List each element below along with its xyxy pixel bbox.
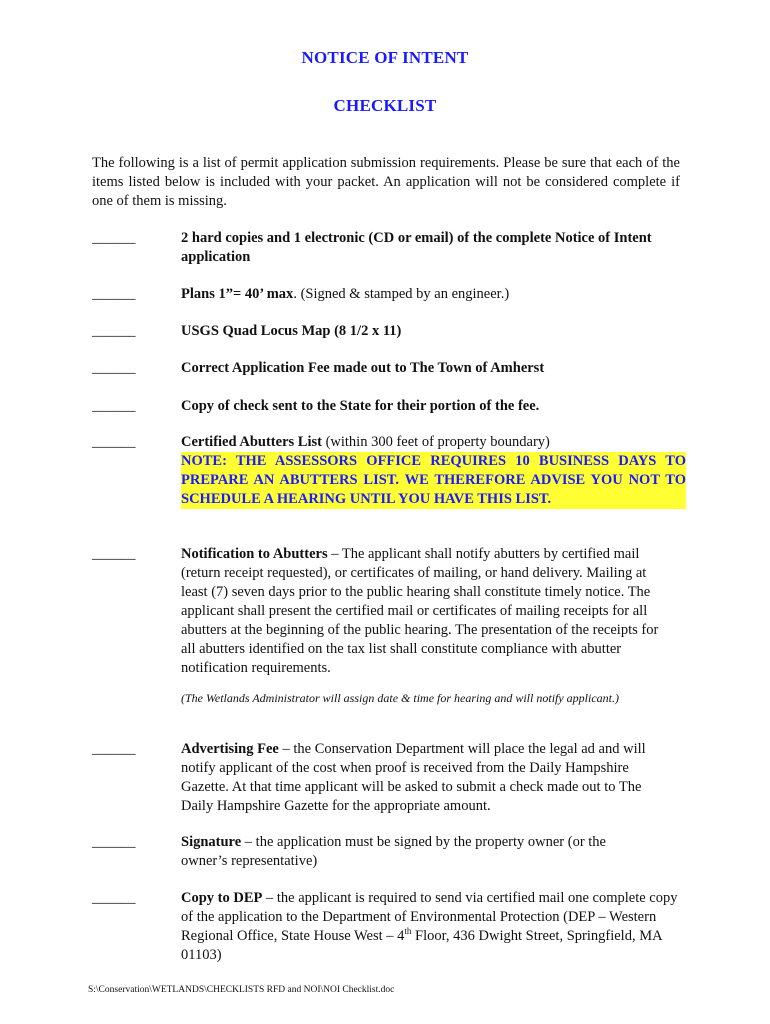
item-text: – The applicant shall notify abutters by certified mail (return receipt requested), or certificates of mailing, or hand delivery. Mailing at least (7) seven days prior to the public hearing shall constitute timely notice. The applicant shall present the certified mail or certificates of mailing receipts for all abutters at the beginning of the public hearing. The presentation of the receipts for all abutters identified on the tax list shall constitute compliance with abutter notification requirements. [181,546,659,676]
document-subtitle: CHECKLIST [333,96,437,115]
checkbox-blank: ______ [92,834,136,850]
item-label: Copy of check sent to the State for their portion of the fee. [181,398,540,414]
checkbox-blank: ______ [92,286,136,302]
document-title: NOTICE OF INTENT [301,48,469,67]
assessors-note: NOTE: THE ASSESSORS OFFICE REQUIRES 10 BUSINESS DAYS TO PREPARE AN ABUTTERS LIST. WE THEREFORE ADVISE YOU NOT TO SCHEDULE A HEARING UNTIL YOU HAVE THIS LIST. [181,453,686,507]
item-label: Certified Abutters List [181,434,322,450]
item-text: – the applicant is required to send via certified mail one complete copy of the application to the Department of Environmental Protection (DEP – Western Regional Office, State House West – 4 [181,890,678,944]
checkbox-blank: ______ [92,890,136,906]
item-label: 2 hard copies and 1 electronic (CD or email) of the complete Notice of Intent application [181,230,652,265]
checkbox-blank: ______ [92,741,136,757]
item-text: – the Conservation Department will place the legal ad and will notify applicant of the cost when proof is received from the Daily Hampshire Gazette. At that time applicant will be asked to submit a check made out to The Daily Hampshire Gazette for the appropriate amount. [181,741,646,814]
checkbox-blank: ______ [92,434,136,450]
item-label: USGS Quad Locus Map (8 1/2 x 11) [181,323,402,339]
item-text-cont: Floor, 436 Dwight Street, Springfield, MA 01103) [181,928,662,963]
intro-paragraph: The following is a list of permit application submission requirements. Please be sure that each of the items listed below is included with your packet. An application will not be considered complete if one of them is missing. [92,155,680,209]
checkbox-blank: ______ [92,323,136,339]
wetlands-note: (The Wetlands Administrator will assign date & time for hearing and will notify applicant.) [181,691,620,705]
item-label: Copy to DEP [181,890,263,906]
item-label: Signature [181,834,242,850]
superscript: th [404,926,412,937]
item-text: . (Signed & stamped by an engineer.) [293,286,510,302]
checkbox-blank: ______ [92,398,136,414]
item-label: Notification to Abutters [181,546,328,562]
item-text: – the application must be signed by the property owner (or the owner’s representative) [181,834,606,869]
item-label: Plans 1”= 40’ max [181,286,294,302]
file-path-footer: S:\Conservation\WETLANDS\CHECKLISTS RFD and NOI\NOI Checklist.doc [88,985,395,995]
checkbox-blank: ______ [92,230,136,246]
checkbox-blank: ______ [92,546,136,562]
checkbox-blank: ______ [92,360,136,376]
item-text: (within 300 feet of property boundary) [321,434,550,450]
item-label: Correct Application Fee made out to The Town of Amherst [181,360,545,376]
item-label: Advertising Fee [181,741,279,757]
